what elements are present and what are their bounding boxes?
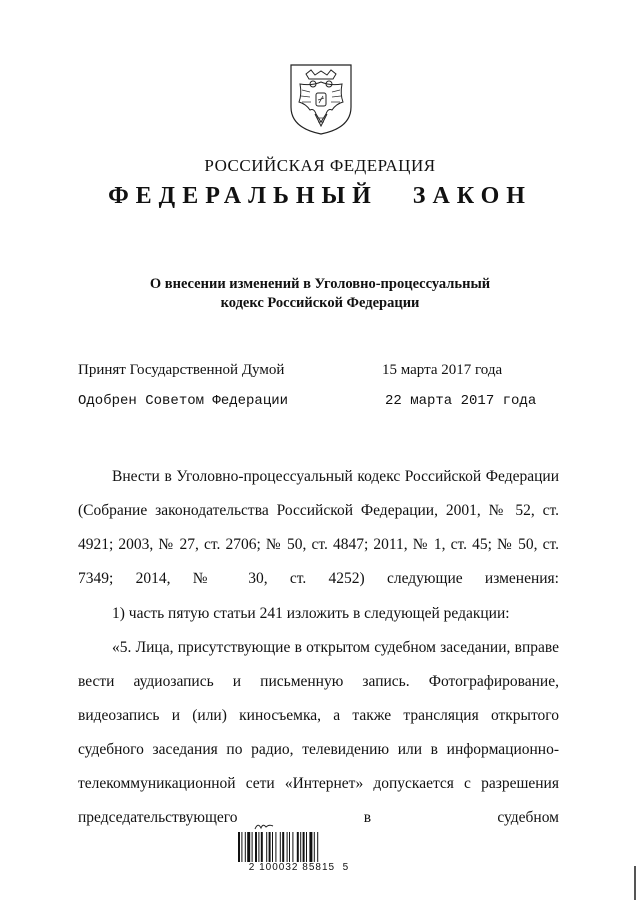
barcode-number: 2 100032 85815 5	[236, 862, 362, 873]
duma-adoption-date: 15 марта 2017 года	[382, 362, 503, 378]
country-name: РОССИЙСКАЯ ФЕДЕРАЦИЯ	[204, 156, 436, 175]
margin-mark	[634, 866, 636, 900]
law-heading	[0, 275, 640, 313]
intro-paragraph: Внести в Уголовно-процессуальный кодекс Российской Федерации (Собрание законодательства Российской Федерации, 2001, № 52, ст. 4921; 2003, № 27, ст. 2706; № 50, ст. 4847; 2011, № 1, ст. 45; № 50, ст. 7349; 2014, № 30, ст. 4252) следующие изменения:	[78, 468, 559, 587]
council-approval-label: Одобрен Советом Федерации	[78, 393, 289, 409]
coat-of-arms-icon	[288, 62, 354, 136]
document-type: ФЕДЕРАЛЬНЫЙ ЗАКОН	[108, 183, 532, 209]
quoted-amendment-text: «5. Лица, присутствующие в открытом судебном заседании, вправе вести аудиозапись и письменную запись. Фотографирование, видеозапись и (или) киносъемка, а также трансляция открытого судебного заседания по радио, телевидению или в информационно-телекоммуникационной сети «Интернет» допускается с разрешения председательствующего в судебном	[78, 639, 559, 826]
duma-adoption-label: Принят Государственной Думой	[78, 362, 285, 378]
amendment-item-1: 1) часть пятую статьи 241 изложить в следующей редакции:	[112, 605, 510, 622]
law-heading-line-1: О внесении изменений в Уголовно-процессуальный	[149, 276, 491, 292]
council-approval-date: 22 марта 2017 года	[385, 393, 537, 409]
law-heading-line-2: кодекс Российской Федерации	[220, 295, 420, 311]
